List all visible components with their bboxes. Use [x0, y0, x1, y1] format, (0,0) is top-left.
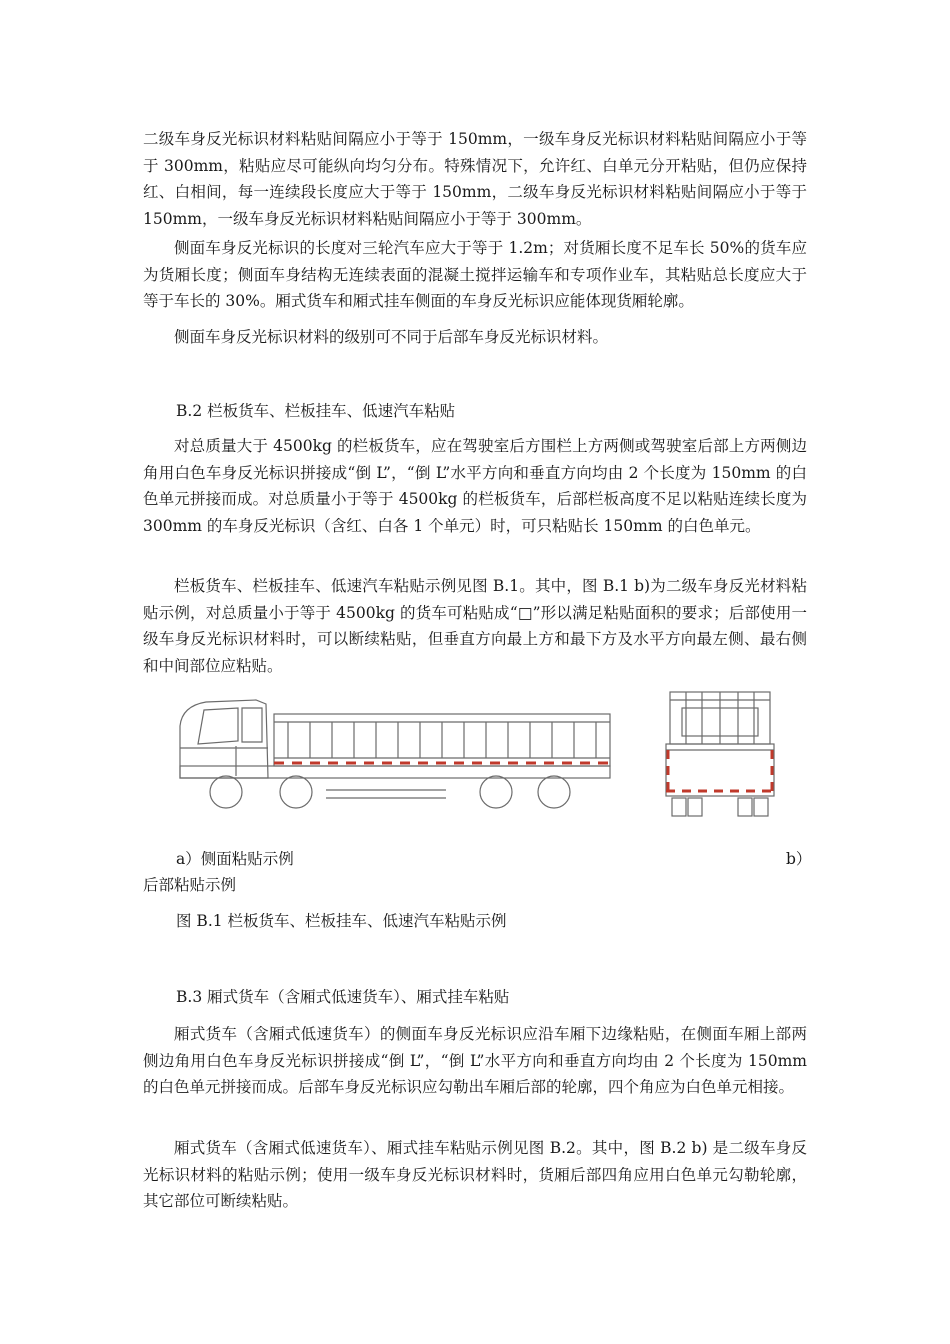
caption-b-text: 后部粘贴示例 [143, 876, 237, 894]
cab-window [198, 708, 238, 744]
section-heading-b2: B.2 栏板货车、栏板挂车、低速汽车粘贴 [176, 402, 456, 420]
paragraph-spacing-rules: 二级车身反光标识材料粘贴间隔应小于等于 150mm，一级车身反光标识材料粘贴间隔应小于等于 300mm，粘贴应尽可能纵向均匀分布。特殊情况下，允许红、白单元分开粘贴，但仍应保持红、白相间，每一连续段长度应大于等于 150mm，二级车身反光标识材料粘贴间隔应小于等于 150mm，一级车身反光标识材料粘贴间隔应小于等于 300mm。 [143, 130, 807, 228]
paragraph-van-rules: 厢式货车（含厢式低速货车）的侧面车身反光标识应沿车厢下边缘粘贴，在侧面车厢上部两侧边角用白色车身反光标识拼接成“倒 L”，“倒 L”水平方向和垂直方向均由 2 个长度为 150mm 的白色单元拼接而成。后部车身反光标识应勾勒出车厢后部的轮廓，四个角应为白色单元相接。 [143, 1025, 807, 1096]
caption-a: a）侧面粘贴示例 [176, 850, 294, 868]
section-heading-b3: B.3 厢式货车（含厢式低速货车）、厢式挂车粘贴 [176, 988, 510, 1006]
paragraph-side-grade: 侧面车身反光标识材料的级别可不同于后部车身反光标识材料。 [174, 328, 609, 346]
paragraph-flatbed-example: 栏板货车、栏板挂车、低速汽车粘贴示例见图 B.1。其中，图 B.1 b)为二级车身反光材料粘贴示例，对总质量小于等于 4500kg 的货车可粘贴成“□”形以满足粘贴面积的要求；后部使用一级车身反光标识材料时，可以断续粘贴，但垂直方向最上方和最下方及水平方向最左侧、最右侧和中间部位应粘贴。 [143, 577, 807, 675]
figure-b1a-side-view [176, 686, 616, 821]
caption-b-label: b） [786, 850, 812, 868]
paragraph-van-example: 厢式货车（含厢式低速货车）、厢式挂车粘贴示例见图 B.2。其中，图 B.2 b) 是二级车身反光标识材料的粘贴示例；使用一级车身反光标识材料时，货厢后部四角应用白色单元勾勒轮廓，其它部位可断续粘贴。 [143, 1139, 807, 1210]
figure-title-b1: 图 B.1 栏板货车、栏板挂车、低速汽车粘贴示例 [176, 912, 507, 930]
rear-reflective-outline [666, 750, 774, 792]
paragraph-flatbed-rules: 对总质量大于 4500kg 的栏板货车，应在驾驶室后方围栏上方两侧或驾驶室后部上方两侧边角用白色车身反光标识拼接成“倒 L”，“倒 L”水平方向和垂直方向均由 2 个长度为 150mm 的白色单元拼接而成。对总质量小于等于 4500kg 的栏板货车，后部栏板高度不足以粘贴连续长度为 300mm 的车身反光标识（含红、白各 1 个单元）时，可只粘贴长 150mm 的白色单元。 [143, 437, 807, 535]
figure-b1b-rear-view [662, 686, 778, 822]
rear-tailgate [666, 744, 774, 796]
paragraph-side-length: 侧面车身反光标识的长度对三轮汽车应大于等于 1.2m；对货厢长度不足车长 50%的货车应为货厢长度；侧面车身结构无连续表面的混凝土搅拌运输车和专项作业车，其粘贴总长度应大于等于车长的 30%。厢式货车和厢式挂车侧面的车身反光标识应能体现货厢轮廓。 [143, 239, 807, 310]
